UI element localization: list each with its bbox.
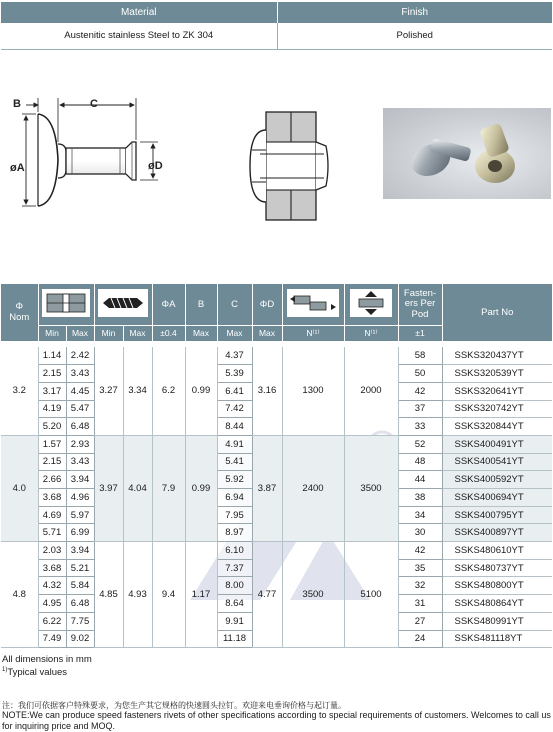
footnote-marker: 1) — [2, 667, 8, 673]
cell-part-no: SSKS400491YT — [442, 435, 552, 453]
cell-grip-min: 1.14 — [38, 347, 66, 365]
cell-part-no: SSKS400897YT — [442, 524, 552, 542]
cell-hole-max: 3.34 — [123, 347, 152, 435]
material-header: Material — [1, 2, 277, 23]
cell-nom: 3.2 — [1, 347, 38, 435]
cell-grip-max: 6.48 — [66, 595, 94, 613]
cell-grip-min: 4.95 — [38, 595, 66, 613]
cell-grip-min: 4.69 — [38, 506, 66, 524]
cell-shear: 2400 — [282, 435, 344, 541]
cell-grip-min: 3.68 — [38, 489, 66, 507]
cell-hole-max: 4.93 — [123, 542, 152, 648]
cell-c: 5.92 — [217, 471, 252, 489]
col-grip-range — [38, 284, 94, 325]
cell-tensile: 2000 — [344, 347, 398, 435]
sub-c-max: Max — [217, 325, 252, 341]
cell-grip-min: 2.03 — [38, 542, 66, 560]
table-body — [1, 341, 552, 648]
cell-part-no: SSKS320641YT — [442, 382, 552, 400]
footnote-typical-text: Typical values — [7, 667, 68, 679]
cell-phi-a: 6.2 — [152, 347, 185, 435]
cell-part-no: SSKS481118YT — [442, 630, 552, 648]
cell-c: 4.37 — [217, 347, 252, 365]
sub-grip-min: Min — [38, 325, 66, 341]
cell-grip-min: 2.15 — [38, 453, 66, 471]
rivet-side-drawing — [8, 92, 178, 220]
cell-part-no: SSKS400795YT — [442, 506, 552, 524]
cell-grip-min: 4.32 — [38, 577, 66, 595]
cell-fasteners: 35 — [398, 559, 442, 577]
cell-fasteners: 44 — [398, 471, 442, 489]
cell-grip-max: 4.96 — [66, 489, 94, 507]
cell-c: 8.00 — [217, 577, 252, 595]
tensile-icon — [349, 288, 393, 318]
material-finish-table — [1, 2, 552, 50]
cell-c: 8.44 — [217, 418, 252, 436]
cell-phi-d: 4.77 — [252, 542, 282, 648]
cell-tensile: 5100 — [344, 542, 398, 648]
cell-grip-min: 3.17 — [38, 382, 66, 400]
note-chinese: 注：我们可依据客户特殊要求，为您生产其它规格的快速圆头拉钉。欢迎来电垂询价格与起订量。 — [2, 701, 346, 710]
cell-c: 8.97 — [217, 524, 252, 542]
cell-nom: 4.8 — [1, 542, 38, 648]
cell-phi-a: 7.9 — [152, 435, 185, 541]
grip-range-icon — [41, 288, 91, 318]
cell-grip-max: 3.43 — [66, 453, 94, 471]
cell-b: 1.17 — [185, 542, 217, 648]
cell-c: 6.41 — [217, 382, 252, 400]
cell-grip-max: 5.47 — [66, 400, 94, 418]
sub-phi-d-max: Max — [252, 325, 282, 341]
cell-hole-min: 3.97 — [94, 435, 123, 541]
cell-grip-max: 5.21 — [66, 559, 94, 577]
col-hole-size — [94, 284, 152, 325]
footnote-typical — [2, 667, 67, 678]
col-shear — [282, 284, 344, 325]
label-d: øD — [148, 160, 163, 172]
note-english: NOTE:We can produce speed fasteners rivets of other specifications according to special requirements of customers. Welcomes to call us for inquiring price and MOQ. — [2, 710, 551, 731]
cell-grip-max: 7.75 — [66, 612, 94, 630]
sub-b-max: Max — [185, 325, 217, 341]
shear-icon — [286, 288, 340, 318]
cell-part-no: SSKS480800YT — [442, 577, 552, 595]
cell-fasteners: 24 — [398, 630, 442, 648]
material-value: Austenitic stainless Steel to ZK 304 — [1, 23, 277, 49]
cell-part-no: SSKS400541YT — [442, 453, 552, 471]
cell-fasteners: 38 — [398, 489, 442, 507]
cell-grip-min: 2.66 — [38, 471, 66, 489]
table-row — [1, 435, 552, 453]
cell-part-no: SSKS320742YT — [442, 400, 552, 418]
finish-value: Polished — [277, 23, 552, 49]
cell-fasteners: 31 — [398, 595, 442, 613]
cell-grip-max: 3.94 — [66, 542, 94, 560]
cell-part-no: SSKS480864YT — [442, 595, 552, 613]
col-b: B — [185, 284, 217, 325]
cell-fasteners: 50 — [398, 365, 442, 383]
cell-grip-min: 6.22 — [38, 612, 66, 630]
drill-bit-icon — [97, 288, 149, 318]
sub-shear-unit: N⁽¹⁾ — [282, 325, 344, 341]
cell-hole-min: 4.85 — [94, 542, 123, 648]
sub-hole-max: Max — [123, 325, 152, 341]
cell-grip-max: 3.43 — [66, 365, 94, 383]
cell-grip-max: 5.97 — [66, 506, 94, 524]
cell-c: 4.91 — [217, 435, 252, 453]
cell-part-no: SSKS320437YT — [442, 347, 552, 365]
cell-part-no: SSKS400592YT — [442, 471, 552, 489]
table-row — [1, 347, 552, 365]
cell-fasteners: 32 — [398, 577, 442, 595]
col-part-no: Part No — [442, 284, 552, 341]
cell-grip-min: 5.71 — [38, 524, 66, 542]
cell-grip-max: 2.93 — [66, 435, 94, 453]
cell-grip-min: 7.49 — [38, 630, 66, 648]
cell-shear: 1300 — [282, 347, 344, 435]
cell-grip-min: 2.15 — [38, 365, 66, 383]
label-b: B — [13, 98, 21, 110]
cell-shear: 3500 — [282, 542, 344, 648]
cell-c: 6.10 — [217, 542, 252, 560]
footnote-dimensions: All dimensions in mm — [2, 654, 92, 665]
cell-grip-max: 9.02 — [66, 630, 94, 648]
cell-part-no: SSKS480737YT — [442, 559, 552, 577]
cell-grip-max: 6.99 — [66, 524, 94, 542]
cell-grip-max: 3.94 — [66, 471, 94, 489]
col-c: C — [217, 284, 252, 325]
cell-c: 9.91 — [217, 612, 252, 630]
cell-fasteners: 30 — [398, 524, 442, 542]
cell-c: 7.37 — [217, 559, 252, 577]
cell-part-no: SSKS480610YT — [442, 542, 552, 560]
col-phi-d: ΦD — [252, 284, 282, 325]
cell-fasteners: 37 — [398, 400, 442, 418]
cell-grip-min: 3.68 — [38, 559, 66, 577]
finish-header: Finish — [277, 2, 552, 23]
label-a: øA — [10, 162, 25, 174]
product-photo — [383, 108, 551, 199]
cell-fasteners: 33 — [398, 418, 442, 436]
rivet-section-drawing — [244, 108, 336, 224]
col-phi-nom: Φ Nom — [1, 284, 38, 341]
cell-part-no: SSKS400694YT — [442, 489, 552, 507]
cell-grip-min: 4.19 — [38, 400, 66, 418]
cell-grip-max: 2.42 — [66, 347, 94, 365]
cell-tensile: 3500 — [344, 435, 398, 541]
sub-fasteners-tol: ±1 — [398, 325, 442, 341]
cell-fasteners: 34 — [398, 506, 442, 524]
cell-grip-max: 6.48 — [66, 418, 94, 436]
sub-hole-min: Min — [94, 325, 123, 341]
cell-phi-d: 3.87 — [252, 435, 282, 541]
label-c: C — [90, 98, 98, 110]
cell-c: 6.94 — [217, 489, 252, 507]
cell-fasteners: 48 — [398, 453, 442, 471]
cell-c: 11.18 — [217, 630, 252, 648]
cell-grip-max: 5.84 — [66, 577, 94, 595]
cell-fasteners: 42 — [398, 542, 442, 560]
sub-tensile-unit: N⁽¹⁾ — [344, 325, 398, 341]
cell-c: 8.64 — [217, 595, 252, 613]
cell-fasteners: 27 — [398, 612, 442, 630]
col-fasteners-per-pod: Fasten- ers Per Pod — [398, 284, 442, 325]
cell-grip-max: 4.45 — [66, 382, 94, 400]
table-row — [1, 542, 552, 560]
cell-phi-d: 3.16 — [252, 347, 282, 435]
cell-grip-min: 1.57 — [38, 435, 66, 453]
sub-phi-a-tol: ±0.4 — [152, 325, 185, 341]
specification-table — [1, 284, 552, 648]
cell-c: 5.41 — [217, 453, 252, 471]
sub-grip-max: Max — [66, 325, 94, 341]
cell-fasteners: 58 — [398, 347, 442, 365]
col-tensile — [344, 284, 398, 325]
cell-fasteners: 42 — [398, 382, 442, 400]
cell-c: 5.39 — [217, 365, 252, 383]
cell-c: 7.95 — [217, 506, 252, 524]
cell-nom: 4.0 — [1, 435, 38, 541]
cell-phi-a: 9.4 — [152, 542, 185, 648]
cell-hole-min: 3.27 — [94, 347, 123, 435]
cell-b: 0.99 — [185, 435, 217, 541]
cell-part-no: SSKS320844YT — [442, 418, 552, 436]
cell-c: 7.42 — [217, 400, 252, 418]
cell-fasteners: 52 — [398, 435, 442, 453]
cell-grip-min: 5.20 — [38, 418, 66, 436]
cell-b: 0.99 — [185, 347, 217, 435]
cell-part-no: SSKS320539YT — [442, 365, 552, 383]
cell-hole-max: 4.04 — [123, 435, 152, 541]
col-phi-a: ΦA — [152, 284, 185, 325]
cell-part-no: SSKS480991YT — [442, 612, 552, 630]
